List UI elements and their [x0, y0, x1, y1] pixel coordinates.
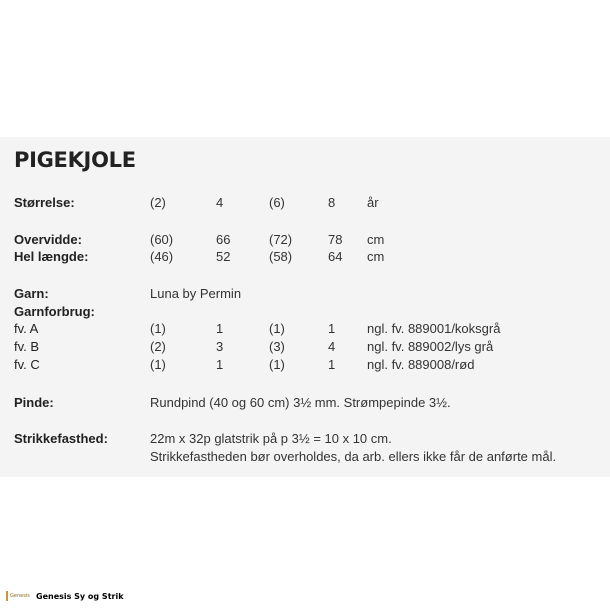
length-value: (58): [269, 249, 293, 264]
color-amount: (2): [150, 339, 166, 354]
color-amount: 1: [328, 321, 336, 336]
gauge-row: [0, 431, 610, 449]
color-amount: (1): [269, 321, 285, 336]
color-amount: 1: [216, 321, 224, 336]
color-row-c: [0, 357, 610, 375]
consumption-label: Garnforbrug:: [14, 304, 95, 319]
length-value: (46): [150, 249, 174, 264]
color-amount: 3: [216, 339, 224, 354]
pattern-title: PIGEKJOLE: [14, 148, 136, 172]
length-value: 64: [328, 249, 343, 264]
gauge-label: Strikkefasthed:: [14, 431, 108, 446]
gauge-line2: Strikkefastheden bør overholdes, da arb. ellers ikke får de anførte mål.: [150, 449, 557, 464]
needles-value: Rundpind (40 og 60 cm) 3½ mm. Strømpepinde 3½.: [150, 395, 451, 410]
color-amount: 1: [216, 357, 224, 372]
size-value: 8: [328, 195, 336, 210]
color-amount: (1): [150, 321, 166, 336]
genesis-logo: [6, 591, 30, 601]
footer: [6, 589, 124, 603]
brand-name: Genesis Sy og Strik: [36, 591, 124, 601]
yarn-row: [0, 286, 610, 304]
chest-row: [0, 232, 610, 250]
color-row-a: [0, 321, 610, 339]
yarn-label: Garn:: [14, 286, 49, 301]
needles-label: Pinde:: [14, 395, 54, 410]
size-value: (2): [150, 195, 166, 210]
size-unit: år: [367, 195, 379, 210]
length-unit: cm: [367, 249, 385, 264]
color-label: fv. A: [14, 321, 39, 336]
length-value: 52: [216, 249, 231, 264]
color-amount: 4: [328, 339, 336, 354]
length-row: [0, 249, 610, 267]
size-value: 4: [216, 195, 224, 210]
chest-label: Overvidde:: [14, 232, 82, 247]
size-value: (6): [269, 195, 285, 210]
logo-text: Genesis: [10, 593, 30, 599]
chest-value: 66: [216, 232, 231, 247]
color-amount: 1: [328, 357, 336, 372]
length-label: Hel længde:: [14, 249, 89, 264]
chest-unit: cm: [367, 232, 385, 247]
color-note: ngl. fv. 889008/rød: [367, 357, 475, 372]
color-note: ngl. fv. 889001/koksgrå: [367, 321, 501, 336]
color-amount: (1): [269, 357, 285, 372]
chest-value: 78: [328, 232, 343, 247]
color-row-b: [0, 339, 610, 357]
gauge-line1: 22m x 32p glatstrik på p 3½ = 10 x 10 cm.: [150, 431, 392, 446]
chest-value: (60): [150, 232, 174, 247]
color-label: fv. C: [14, 357, 40, 372]
size-row: [0, 195, 610, 213]
color-note: ngl. fv. 889002/lys grå: [367, 339, 494, 354]
consumption-row: [0, 304, 610, 322]
yarn-value: Luna by Permin: [150, 286, 242, 301]
gauge-row-2: [0, 449, 610, 467]
chest-value: (72): [269, 232, 293, 247]
color-label: fv. B: [14, 339, 40, 354]
color-amount: (3): [269, 339, 285, 354]
color-amount: (1): [150, 357, 166, 372]
needles-row: [0, 395, 610, 413]
size-label: Størrelse:: [14, 195, 75, 210]
